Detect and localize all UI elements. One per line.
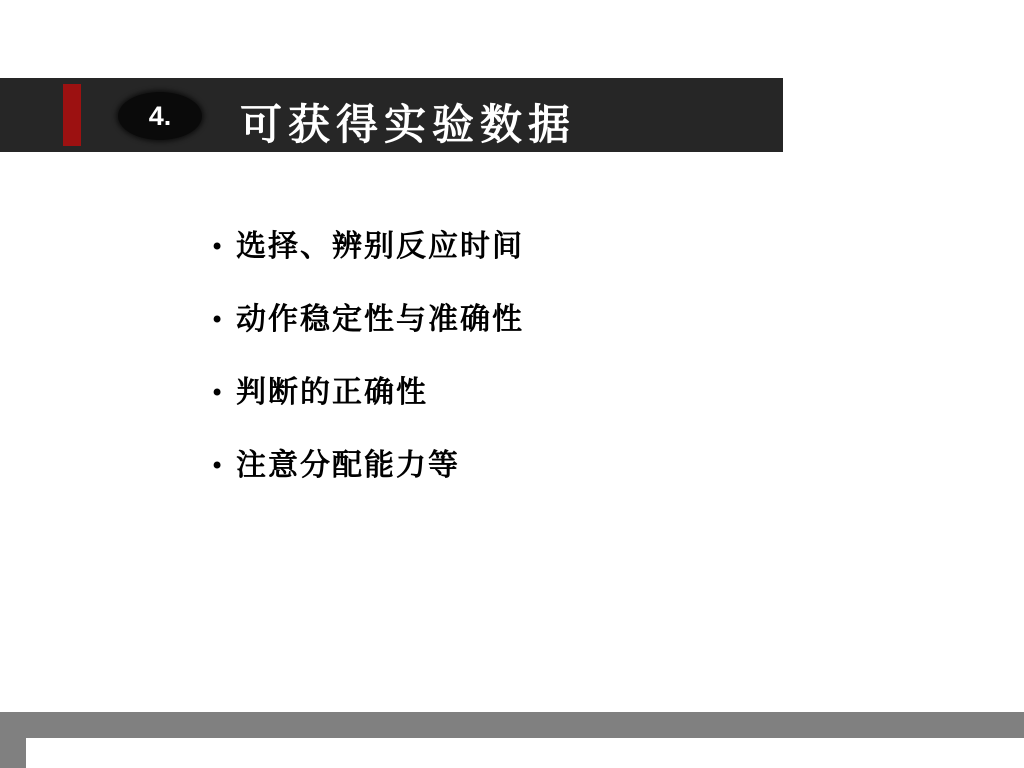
bullet-dot-icon: • bbox=[210, 306, 225, 334]
page-title: 可获得实验数据 bbox=[240, 100, 577, 149]
list-item-label: 选择、辨别反应时间 bbox=[236, 229, 524, 264]
list-item bbox=[210, 298, 910, 342]
bullet-list bbox=[210, 225, 910, 517]
list-item-label: 动作稳定性与准确性 bbox=[236, 302, 524, 337]
list-item-label: 判断的正确性 bbox=[236, 375, 428, 410]
bullet-dot-icon: • bbox=[210, 233, 225, 261]
footer-area bbox=[0, 738, 1024, 768]
red-accent-bar bbox=[63, 84, 81, 146]
bullet-dot-icon: • bbox=[210, 452, 225, 480]
section-number-label: 4. bbox=[148, 100, 172, 131]
section-number-badge bbox=[118, 92, 202, 140]
list-item bbox=[210, 371, 910, 415]
bullet-dot-icon: • bbox=[210, 379, 225, 407]
list-item-label: 注意分配能力等 bbox=[236, 448, 460, 483]
footer-divider-bar bbox=[0, 712, 1024, 738]
list-item bbox=[210, 225, 910, 269]
list-item bbox=[210, 444, 910, 488]
footer-corner-tab bbox=[0, 738, 26, 768]
